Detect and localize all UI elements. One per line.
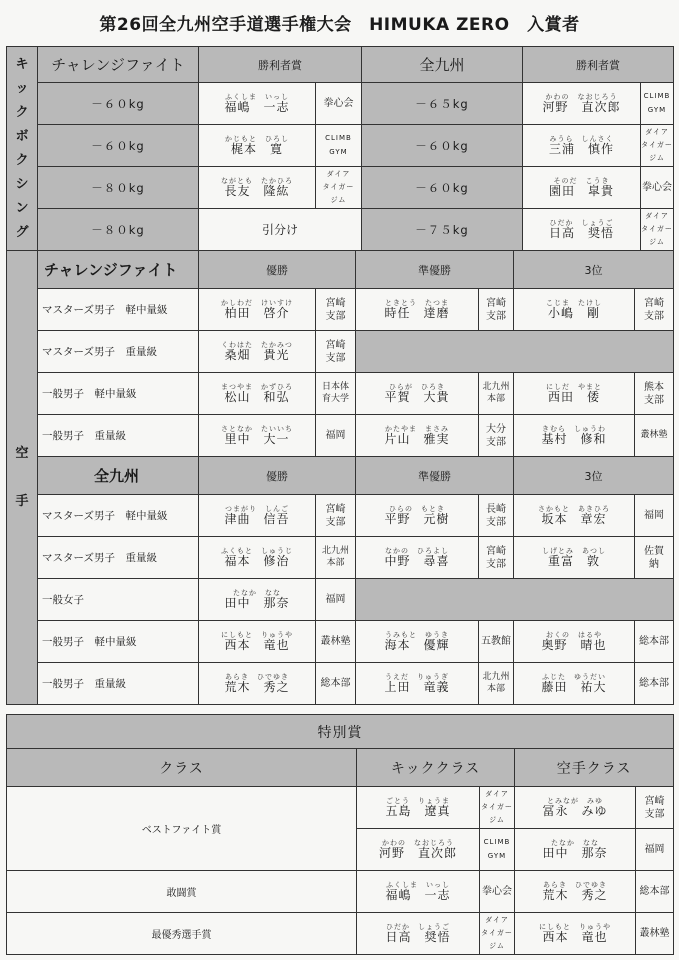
karate-side-label: 空 手: [7, 251, 38, 705]
weight-class: －６０kg: [362, 167, 523, 209]
second-place-cell: かたやま まさみ 片山 雅実: [356, 415, 479, 457]
dojo-cell: CLIMB GYM: [316, 125, 362, 167]
class-label: マスターズ男子 軽中量級: [38, 495, 199, 537]
winner-cell: ひだか しょうご 日高 奨悟: [523, 209, 641, 251]
class-label: 一般男子 軽中量級: [38, 373, 199, 415]
third-place-cell: おくの はるや 奥野 晴也: [514, 621, 635, 663]
dojo-cell: ダイア タイガー ジム: [480, 787, 515, 829]
header-karate-class: 空手クラス: [515, 749, 674, 787]
header-first: 優勝: [199, 457, 356, 495]
dojo-cell: 福岡: [635, 495, 674, 537]
third-place-cell: ふじた ゆうだい 藤田 祐大: [514, 663, 635, 705]
award-fighting-spirit: 敢闘賞: [7, 871, 357, 913]
special-awards-title: 特別賞: [7, 715, 674, 749]
dojo-cell: CLIMB GYM: [480, 829, 515, 871]
header-winner-award-2: 勝利者賞: [523, 47, 674, 83]
karate-table: [6, 250, 674, 705]
first-place-cell: にしもと りゅうや 西本 竜也: [199, 621, 316, 663]
header-first: 優勝: [199, 251, 356, 289]
class-label: 一般女子: [38, 579, 199, 621]
dojo-cell: 宮崎 支部: [316, 331, 356, 373]
dojo-cell: 宮崎 支部: [316, 495, 356, 537]
class-label: マスターズ男子 重量級: [38, 537, 199, 579]
first-place-cell: まつやま かずひろ 松山 和弘: [199, 373, 316, 415]
karate-winner-cell: たなか なな 田中 那奈: [515, 829, 636, 871]
weight-class: －６０kg: [38, 83, 199, 125]
first-place-cell: くわはた たかみつ 桑畑 貴光: [199, 331, 316, 373]
dojo-cell: 拳心会: [641, 167, 674, 209]
kickboxing-table: [6, 46, 674, 251]
dojo-cell: 宮崎 支部: [635, 289, 674, 331]
winner-cell: そのだ こうき 園田 皐貴: [523, 167, 641, 209]
dojo-cell: 拳心会: [480, 871, 515, 913]
dojo-cell: 北九州 本部: [479, 373, 514, 415]
third-place-cell: しげとみ あつし 重富 敦: [514, 537, 635, 579]
class-label: 一般男子 重量級: [38, 663, 199, 705]
dojo-cell: 宮崎 支部: [479, 537, 514, 579]
first-place-cell: かしわだ けいすけ 柏田 啓介: [199, 289, 316, 331]
third-place-cell: こじま たけし 小嶋 剛: [514, 289, 635, 331]
class-label: マスターズ男子 軽中量級: [38, 289, 199, 331]
dojo-cell: ダイア タイガー ジム: [641, 125, 674, 167]
dojo-cell: 福岡: [636, 829, 674, 871]
dojo-cell: 福岡: [316, 415, 356, 457]
kickboxing-side-label: キ ッ ク ボ ク シ ン グ: [7, 47, 38, 251]
page-title: 第26回全九州空手道選手権大会 HIMUKA ZERO 入賞者: [99, 15, 580, 35]
karate-winner-cell: にしもと りゅうや 西本 竜也: [515, 913, 636, 955]
header-third: 3位: [514, 251, 674, 289]
dojo-cell: 宮崎 支部: [479, 289, 514, 331]
first-place-cell: ふくもと しゅうじ 福本 修治: [199, 537, 316, 579]
header-challenge-fight: チャレンジファイト: [38, 47, 199, 83]
winner-cell: ふくしま いっし 福嶋 一志: [199, 83, 316, 125]
winner-cell: かじもと ひろし 梶本 寛: [199, 125, 316, 167]
first-place-cell: たなか なな 田中 那奈: [199, 579, 316, 621]
dojo-cell: 総本部: [636, 871, 674, 913]
second-place-cell: ひらの もとき 平野 元樹: [356, 495, 479, 537]
second-place-cell: なかの ひろよし 中野 尋喜: [356, 537, 479, 579]
winner-cell: みうら しんさく 三浦 慎作: [523, 125, 641, 167]
weight-class: －８０kg: [38, 167, 199, 209]
header-kick-class: キッククラス: [357, 749, 515, 787]
weight-class: －６０kg: [362, 125, 523, 167]
karate-winner-cell: とみなが みゆ 冨永 みゆ: [515, 787, 636, 829]
third-place-cell: きむら しゅうわ 基村 修和: [514, 415, 635, 457]
header-third: 3位: [514, 457, 674, 495]
dojo-cell: 熊本 支部: [635, 373, 674, 415]
award-mvp: 最優秀選手賞: [7, 913, 357, 955]
dojo-cell: 宮崎 支部: [316, 289, 356, 331]
empty-cell: [356, 579, 674, 621]
dojo-cell: 総本部: [316, 663, 356, 705]
empty-cell: [356, 331, 674, 373]
dojo-cell: 総本部: [635, 621, 674, 663]
dojo-cell: CLIMB GYM: [641, 83, 674, 125]
third-place-cell: にしだ やまと 西田 倭: [514, 373, 635, 415]
first-place-cell: あらき ひでゆき 荒木 秀之: [199, 663, 316, 705]
third-place-cell: さかもと あきひろ 坂本 章宏: [514, 495, 635, 537]
header-second: 準優勝: [356, 251, 514, 289]
header-winner-award: 勝利者賞: [199, 47, 362, 83]
kick-winner-cell: かわの なおじろう 河野 直次郎: [357, 829, 480, 871]
dojo-cell: 叢林塾: [635, 415, 674, 457]
kick-winner-cell: ひだか しょうご 日高 奨悟: [357, 913, 480, 955]
dojo-cell: 総本部: [635, 663, 674, 705]
dojo-cell: ダイア タイガー ジム: [480, 913, 515, 955]
dojo-cell: 五教館: [479, 621, 514, 663]
winner-cell: ながとも たかひろ 長友 隆紘: [199, 167, 316, 209]
header-challenge-fight: チャレンジファイト: [38, 251, 199, 289]
dojo-cell: 日本体 育大学: [316, 373, 356, 415]
dojo-cell: 長崎 支部: [479, 495, 514, 537]
winner-cell: かわの なおじろう 河野 直次郎: [523, 83, 641, 125]
dojo-cell: 宮崎 支部: [636, 787, 674, 829]
class-label: 一般男子 重量級: [38, 415, 199, 457]
award-best-fight: ベストファイト賞: [7, 787, 357, 871]
kick-winner-cell: ふくしま いっし 福嶋 一志: [357, 871, 480, 913]
dojo-cell: 北九州 本部: [316, 537, 356, 579]
first-place-cell: つまがり しんご 津曲 信吾: [199, 495, 316, 537]
weight-class: －６５kg: [362, 83, 523, 125]
dojo-cell: 佐賀 納: [635, 537, 674, 579]
kick-winner-cell: ごとう りょうま 五島 遼真: [357, 787, 480, 829]
dojo-cell: 叢林塾: [316, 621, 356, 663]
dojo-cell: 大分 支部: [479, 415, 514, 457]
header-zenkyushu: 全九州: [362, 47, 523, 83]
header-class: クラス: [7, 749, 357, 787]
dojo-cell: ダイア タイガー ジム: [641, 209, 674, 251]
header-second: 準優勝: [356, 457, 514, 495]
special-awards-table: [6, 714, 674, 955]
dojo-cell: 叢林塾: [636, 913, 674, 955]
dojo-cell: 北九州 本部: [479, 663, 514, 705]
class-label: マスターズ男子 重量級: [38, 331, 199, 373]
draw-cell: 引分け: [199, 209, 362, 251]
second-place-cell: ひらが ひろき 平賀 大貴: [356, 373, 479, 415]
dojo-cell: 拳心会: [316, 83, 362, 125]
weight-class: －８０kg: [38, 209, 199, 251]
second-place-cell: うみもと ゆうき 海本 優輝: [356, 621, 479, 663]
weight-class: －６０kg: [38, 125, 199, 167]
second-place-cell: ときとう たつま 時任 達磨: [356, 289, 479, 331]
karate-winner-cell: あらき ひでゆき 荒木 秀之: [515, 871, 636, 913]
second-place-cell: うえだ りゅうぎ 上田 竜義: [356, 663, 479, 705]
weight-class: －７５kg: [362, 209, 523, 251]
dojo-cell: ダイア タイガー ジム: [316, 167, 362, 209]
dojo-cell: 福岡: [316, 579, 356, 621]
class-label: 一般男子 軽中量級: [38, 621, 199, 663]
header-zenkyushu: 全九州: [38, 457, 199, 495]
first-place-cell: さとなか たいいち 里中 大一: [199, 415, 316, 457]
